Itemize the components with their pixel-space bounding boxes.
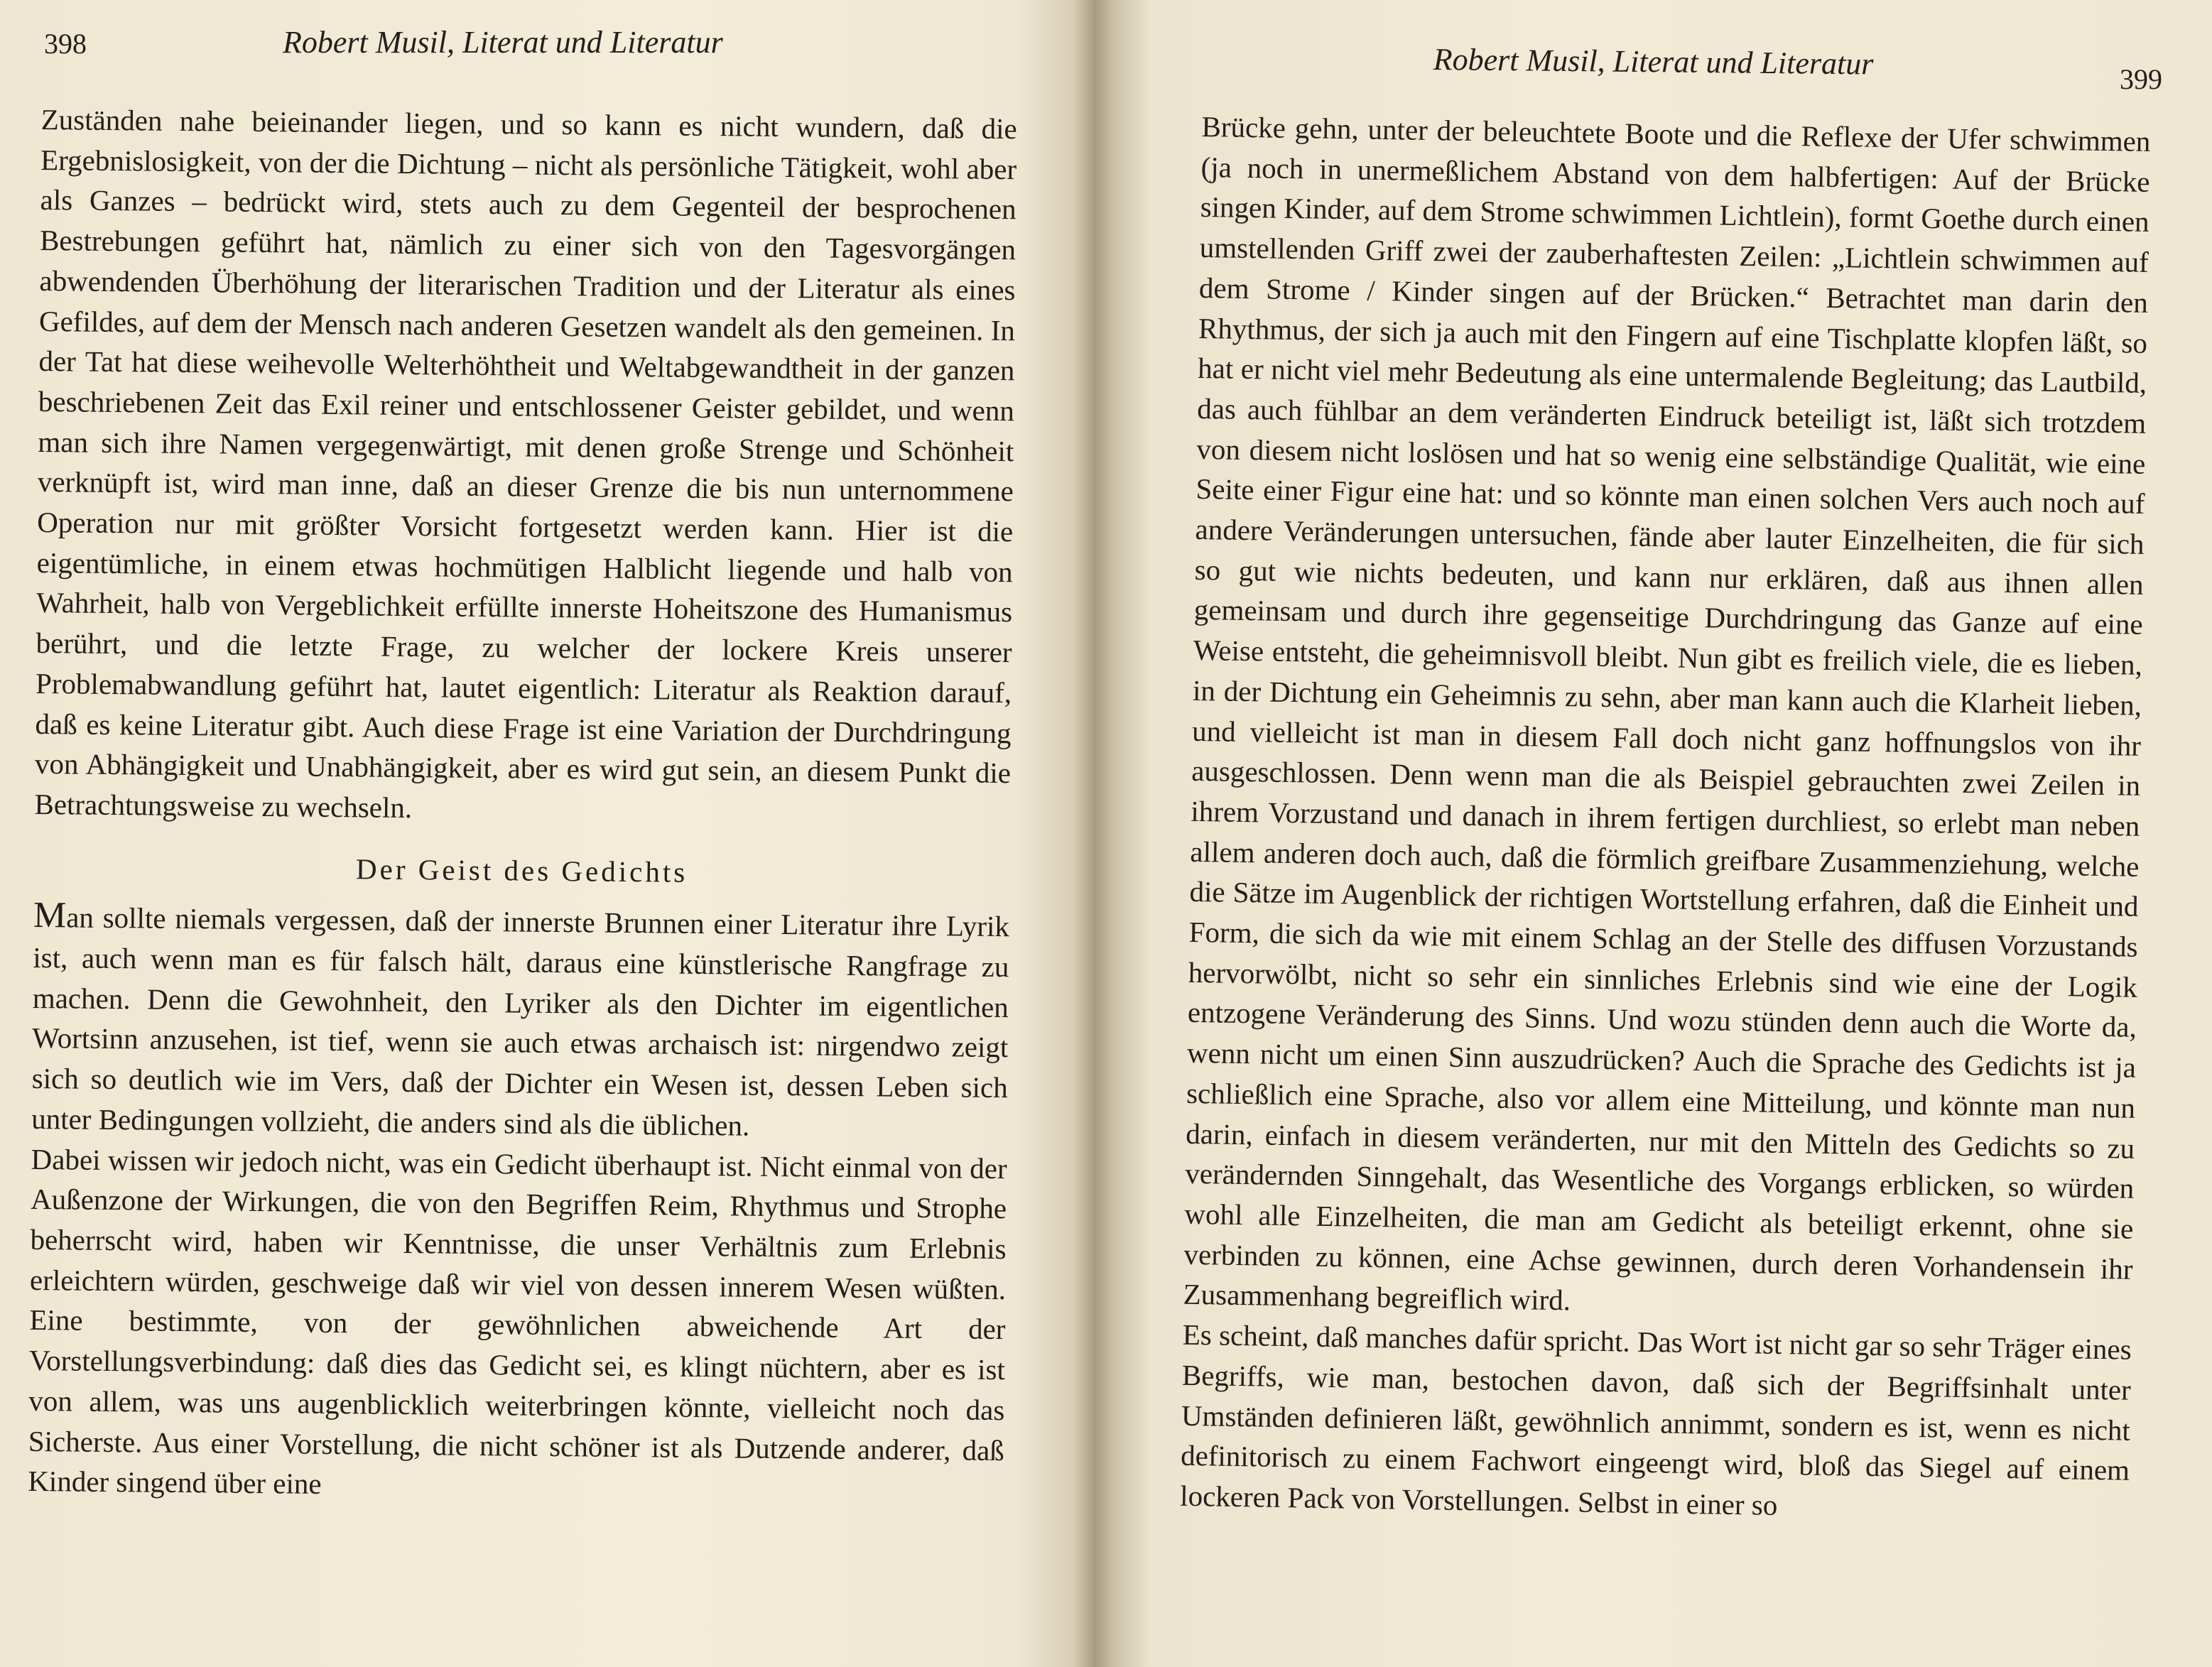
paragraph: Zuständen nahe beieinander liegen, und so kann es nicht wundern, daß die Ergebnislosigkeit, von der die Dichtung – nicht als persönliche Tätigkeit, wohl aber als Ganzes – bedrückt wird, stets auch zu dem Gegenteil der besprochenen Bestrebungen geführt hat, nämlich zu einer sich von den Tagesvorgängen abwendenden Überhöhung der literarischen Tradition und der Literatur als eines Gefildes, auf dem der Mensch nach anderen Gesetzen wandelt als den gemeinen. In der Tat hat diese weihevolle Welterhöhtheit und Weltabgewandtheit in der ganzen beschriebenen Zeit das Exil reiner und entschlossener Geister gebildet, und wenn man sich ihre Namen vergegenwärtigt, mit denen große Strenge und Schönheit verknüpft ist, wird man inne, daß an dieser Grenze die bis nun unternommene Operation nur mit größter Vorsicht fortgesetzt werden kann. Hier ist die eigentümliche, in einem etwas hochmütigen Halblicht liegende und halb von Wahrheit, halb von Vergeblichkeit erfüllte innerste Hoheitszone des Humanismus berührt, und die letzte Frage, zu welcher der lockere Kreis unserer Problemabwandlung geführt hat, lautet eigentlich: Literatur als Reaktion darauf, daß es keine Literatur gibt. Auch diese Frage ist eine Variation der Durchdringung von Abhängigkeit und Unabhängigkeit, aber es wird gut sein, an diesem Punkt die Betrachtungsweise zu wechseln. (34, 102, 1017, 825)
body-text (1180, 107, 2151, 1531)
page-number: 399 (2120, 63, 2162, 95)
paragraph: Man sollte niemals vergessen, daß der innerste Brunnen einer Literatur ihre Lyrik ist, auch wenn man es für falsch hält, daraus eine künstlerische Rangfrage zu machen. Denn die Gewohnheit, den Lyriker als den Dichter im eigentlichen Wortsinn anzusehen, ist tief, wenn sie auch etwas archaisch ist: nirgendwo zeigt sich so deutlich wie im Vers, daß der Dichter ein Wesen ist, dessen Leben sich unter Bedingungen vollzieht, die anders sind als die üblichen. (31, 895, 1010, 1142)
body-text (28, 99, 1017, 1511)
paragraph: Brücke gehn, unter der beleuchtete Boote und die Reflexe der Ufer schwimmen (ja noch in unermeßlichem Abstand von dem halbfertigen: Auf der Brücke singen Kinder, auf dem Strome schwimmen Lichtlein), formt Goethe durch einen umstellenden Griff zwei der zauberhaftesten Zeilen: „Lichtlein schwimmen auf dem Strome / Kinder singen auf der Brücken.“ Betrachtet man darin den Rhythmus, der sich ja auch mit den Fingern auf eine Tischplatte klopfen läßt, so hat er nicht viel mehr Bedeutung als eine untermalende Begleitung; das Lautbild, das auch fühlbar an dem veränderten Eindruck beteiligt ist, läßt sich trotzdem von diesem nicht loslösen und hat so wenig eine selbständige Qualität, wie eine Seite einer Figur eine hat: und so könnte man einen solchen Vers auch noch auf andere Veränderungen untersuchen, fände aber lauter Einzelheiten, die für sich so gut wie nichts bedeuten, und kann nur erklären, daß aus ihnen allen gemeinsam und durch ihre gegenseitige Durchdringung das Ganze auf eine Weise entsteht, die geheimnisvoll bleibt. Nun gibt es freilich viele, die es lieben, in der Dichtung ein Geheimnis zu sehn, aber man kann auch die Klarheit lieben, und vielleicht ist man in diesem Fall doch nicht ganz hoffnungslos von ihr ausgeschlossen. Denn wenn man die als Beispiel gebrauchten zwei Zeilen in ihrem Vorzustand und danach in ihrem fertigen durchliest, so erlebt man neben allem anderen doch auch, daß die förmlich greifbare Zusammenziehung, welche die Sätze im Augenblick der richtigen Wortstellung erfahren, daß die Einheit und Form, die sich da wie mit einem Schlag an der Stelle des diffusen Vorzustands hervorwölbt, nicht so sehr ein sinnliches Erlebnis sind wie eine der Logik entzogene Veränderung des Sinns. Und wozu stünden denn auch die Worte da, wenn nicht um einen Sinn auszudrücken? Auch die Sprache des Gedichts ist ja schließlich eine Sprache, also vor allem eine Mitteilung, und könnte man nun darin, einfach in diesem veränderten, nur mit den Mitteln des Gedichts so zu verändernden Sinngehalt, das Wesentliche des Vorgangs erblicken, so würden wohl alle Einzelheiten, die man am Gedicht als beteiligt erkennt, ohne sie verbinden zu können, eine Achse gewinnen, durch deren Vorhandensein ihr Zusammenhang begreiflich wird. (1183, 109, 2151, 1317)
right-page (1129, 0, 2212, 1667)
paragraph: Es scheint, daß manches dafür spricht. Das Wort ist nicht gar so sehr Träger eines Begriffs, wie man, bestochen davon, daß sich der Begriffsinhalt unter Umständen definieren läßt, gewöhnlich annimmt, sondern es ist, wenn es nicht definitorisch zu einem Fachwort eingeengt wird, bloß das Siegel auf einem lockeren Pack von Vorstellungen. Selbst in einer so (1179, 1318, 2132, 1521)
running-head: Robert Musil, Literat und Literatur (1433, 41, 1874, 82)
section-heading: Der Geist des Gedichts (355, 852, 688, 889)
left-page (0, 0, 1087, 1667)
paragraph: Dabei wissen wir jedoch nicht, was ein Gedicht überhaupt ist. Nicht einmal von der Außenzone der Wirkungen, die von den Begriffen Reim, Rhythmus und Strophe beherrscht wird, haben wir Kenntnisse, die unser Verhältnis zum Erlebnis erleichtern würden, geschweige daß wir viel von dessen innerem Wesen wüßten. Eine bestimmte, von der gewöhnlichen abweichende Art der Vorstellungsverbindung: daß dies das Gedicht sei, es klingt nüchtern, aber es ist von allem, was uns augenblicklich weiterbringen könnte, vielleicht noch das Sicherste. Aus einer Vorstellung, die nicht schöner ist als Dutzende anderer, daß Kinder singend über eine (28, 1142, 1007, 1501)
page-number: 398 (44, 28, 87, 60)
running-head: Robert Musil, Literat und Literatur (283, 25, 723, 60)
